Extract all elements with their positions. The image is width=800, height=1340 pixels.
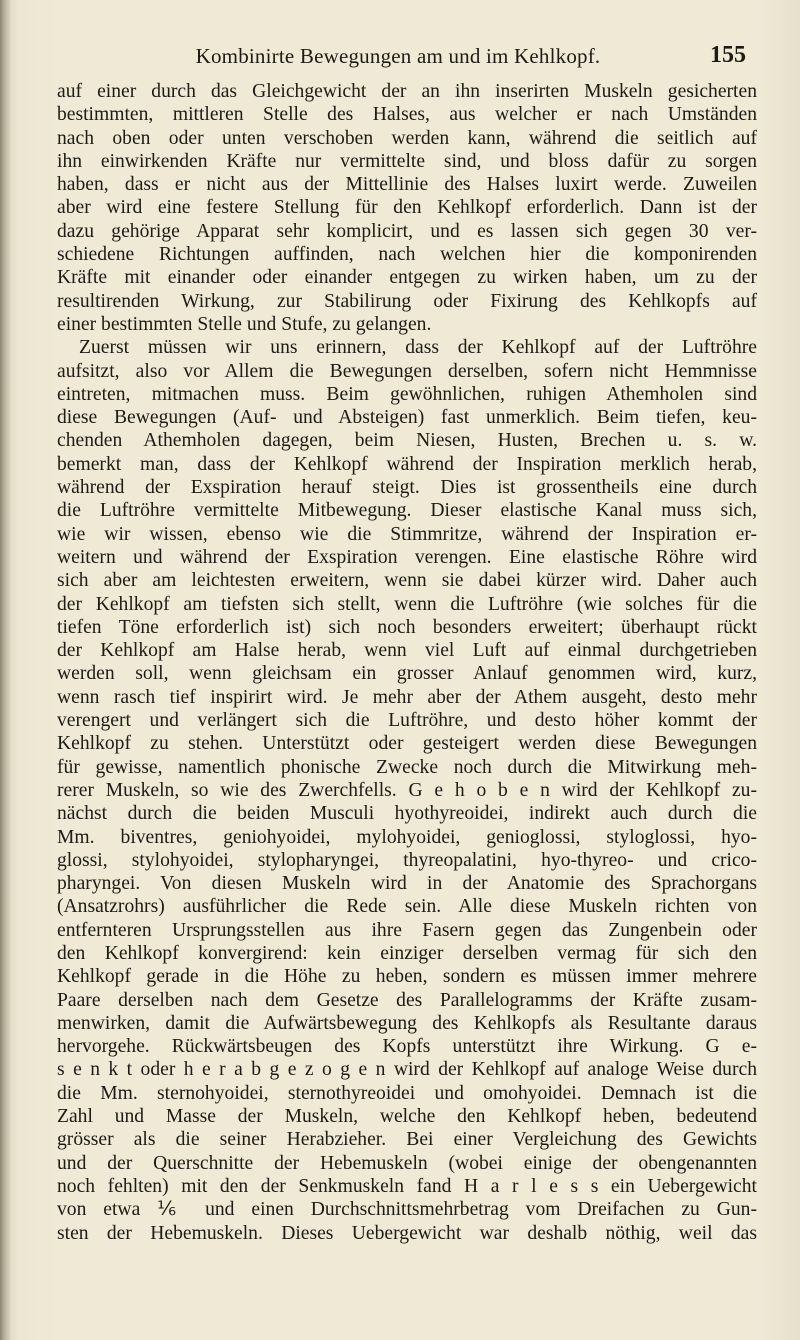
text-line: diese Bewegungen (Auf- und Absteigen) fast unmerklich. Beim tiefen, keu- [57,407,757,429]
text-line: die Luftröhre vermittelte Mitbewegung. Dieser elastische Kanal muss sich, [57,500,757,522]
text-line: Mm. biventres, geniohyoidei, mylohyoidei, genioglossi, styloglossi, hyo- [57,826,757,848]
text-line: die Mm. sternohyoidei, sternothyreoidei und omohyoidei. Demnach ist die [57,1082,757,1104]
text-line: von etwa ⅙ und einen Durchschnittsmehrbetrag vom Dreifachen zu Gun- [57,1199,757,1221]
text-line: rerer Muskeln, so wie des Zwerchfells. G e h o b e n wird der Kehlkopf zu- [57,779,757,801]
text-line: s e n k t oder h e r a b g e z o g e n wird der Kehlkopf auf analoge Weise durch [57,1059,757,1081]
text-line: den Kehlkopf konvergirend: kein einziger derselben vermag für sich den [57,942,757,964]
text-line: bestimmten, mittleren Stelle des Halses, aus welcher er nach Umständen [57,104,757,126]
text-line: bemerkt man, dass der Kehlkopf während der Inspiration merklich herab, [57,453,757,475]
text-line: Kehlkopf zu stehen. Unterstützt oder gesteigert werden diese Bewegungen [57,733,757,755]
running-head [60,40,752,74]
text-line: ihn einwirkenden Kräfte nur vermittelte sind, und bloss dafür zu sorgen [57,150,757,172]
body-text [57,80,757,1245]
text-line: entfernteren Ursprungsstellen aus ihre Fasern gegen das Zungenbein oder [57,919,757,941]
text-line: haben, dass er nicht aus der Mittellinie des Halses luxirt werde. Zuweilen [57,174,757,196]
text-line: sich aber am leichtesten erweitern, wenn sie dabei kürzer wird. Daher auch [57,570,757,592]
text-line: menwirken, damit die Aufwärtsbewegung des Kehlkopfs als Resultante daraus [57,1012,757,1034]
text-line: wenn rasch tief inspirirt wird. Je mehr aber der Athem ausgeht, desto mehr [57,686,757,708]
text-line: noch fehlten) mit den der Senkmuskeln fand H a r l e s s ein Uebergewicht [57,1175,757,1197]
text-line: während der Exspiration herauf steigt. Dies ist grossentheils eine durch [57,477,757,499]
text-line: Paare derselben nach dem Gesetze des Parallelogramms der Kräfte zusam- [57,989,757,1011]
text-line: der Kehlkopf am Halse herab, wenn viel Luft auf einmal durchgetrieben [57,640,757,662]
text-line: aber wird eine festere Stellung für den Kehlkopf erforderlich. Dann ist der [57,197,757,219]
running-title: Kombinirte Bewegungen am und im Kehlkopf. [195,44,601,68]
text-line-paragraph-start: Zuerst müssen wir uns erinnern, dass der Kehlkopf auf der Luftröhre [79,337,757,359]
text-line: resultirenden Wirkung, zur Stabilirung oder Fixirung des Kehlkopfs auf [57,290,757,312]
text-line: grösser als die seiner Herabzieher. Bei einer Vergleichung des Gewichts [57,1129,757,1151]
text-line: auf einer durch das Gleichgewicht der an ihn inserirten Muskeln gesicherten [57,81,757,102]
text-line: verengert und verlängert sich die Luftröhre, und desto höher kommt der [57,710,757,732]
text-line: sten der Hebemuskeln. Dieses Uebergewicht war deshalb nöthig, weil das [57,1222,757,1244]
text-line: schiedene Richtungen auffinden, nach welchen hier die komponirenden [57,244,757,266]
text-line: Zahl und Masse der Muskeln, welche den Kehlkopf heben, bedeutend [57,1106,757,1128]
text-line: dazu gehörige Apparat sehr komplicirt, und es lassen sich gegen 30 ver- [57,220,757,242]
text-line: weitern und während der Exspiration verengen. Eine elastische Röhre wird [57,546,757,568]
text-line: nächst durch die beiden Musculi hyothyreoidei, indirekt auch durch die [57,803,757,825]
text-line: wie wir wissen, ebenso wie die Stimmritze, während der Inspiration er- [57,523,757,545]
text-line: und der Querschnitte der Hebemuskeln (wobei einige der obengenannten [57,1152,757,1174]
text-line: nach oben oder unten verschoben werden kann, während die seitlich auf [57,127,757,149]
text-line: (Ansatzrohrs) ausführlicher die Rede sein. Alle diese Muskeln richten von [57,896,757,918]
text-line: pharyngei. Von diesen Muskeln wird in der Anatomie des Sprachorgans [57,873,757,895]
text-line: der Kehlkopf am tiefsten sich stellt, wenn die Luftröhre (wie solches für die [57,593,757,615]
text-line: glossi, stylohyoidei, stylopharyngei, thyreopalatini, hyo-thyreo- und crico- [57,849,757,871]
text-line: Kehlkopf gerade in die Höhe zu heben, sondern es müssen immer mehrere [57,966,757,988]
text-line: werden soll, wenn gleichsam ein grosser Anlauf genommen wird, kurz, [57,663,757,685]
text-line: für gewisse, namentlich phonische Zwecke noch durch die Mitwirkung meh- [57,756,757,778]
text-line: eintreten, mitmachen muss. Beim gewöhnlichen, ruhigen Athemholen sind [57,383,757,405]
text-line: tiefen Töne erforderlich ist) sich noch besonders erweitert; überhaupt rückt [57,616,757,638]
text-line: Kräfte mit einander oder einander entgegen zu wirken haben, um zu der [57,267,757,289]
page-number: 155 [710,42,746,68]
text-line: hervorgehe. Rückwärtsbeugen des Kopfs unterstützt ihre Wirkung. G e- [57,1036,757,1058]
text-line-paragraph-end: einer bestimmten Stelle und Stufe, zu gelangen. [57,313,432,335]
page-binding-edge [0,0,10,1340]
text-line: chenden Athemholen dagegen, beim Niesen, Husten, Brechen u. s. w. [57,430,757,452]
text-line: aufsitzt, also vor Allem die Bewegungen derselben, sofern nicht Hemmnisse [57,360,757,382]
